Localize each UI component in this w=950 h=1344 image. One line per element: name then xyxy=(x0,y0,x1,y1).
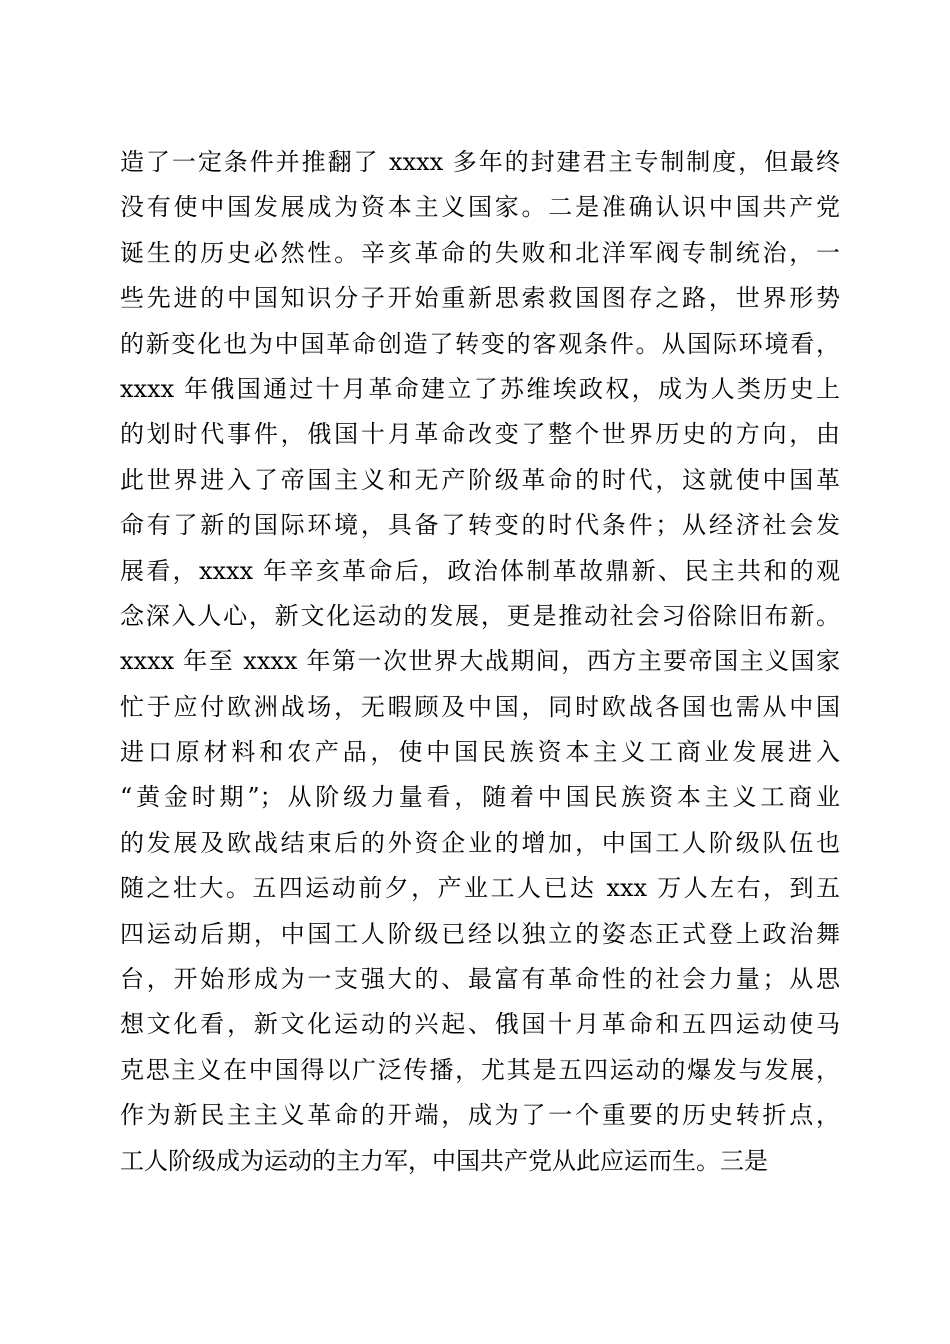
text-line: 些先进的中国知识分子开始重新思索救国图存之路，世界形势 xyxy=(120,284,840,313)
text-line: 造了一定条件并推翻了 xxxx 多年的封建君主专制制度，但最终 xyxy=(120,148,840,176)
text-line: 命有了新的国际环境，具备了转变的时代条件；从经济社会发 xyxy=(120,511,840,540)
text-line: 四运动后期，中国工人阶级已经以独立的姿态正式登上政治舞 xyxy=(120,919,840,948)
text-line: “黄金时期”；从阶级力量看，随着中国民族资本主义工商业 xyxy=(120,783,840,812)
text-line: 的发展及欧战结束后的外资企业的增加，中国工人阶级队伍也 xyxy=(120,828,840,857)
text-line: 克思主义在中国得以广泛传播，尤其是五四运动的爆发与发展， xyxy=(120,1055,840,1084)
text-line: 台，开始形成为一支强大的、最富有革命性的社会力量；从思 xyxy=(120,965,840,994)
text-line: 念深入人心，新文化运动的发展，更是推动社会习俗除旧布新。 xyxy=(120,601,840,630)
text-line: xxxx 年至 xxxx 年第一次世界大战期间，西方主要帝国主义国家 xyxy=(120,647,840,676)
text-line: 作为新民主主义革命的开端，成为了一个重要的历史转折点， xyxy=(120,1101,840,1130)
text-line: xxxx 年俄国通过十月革命建立了苏维埃政权，成为人类历史上 xyxy=(120,374,840,403)
text-line: 的新变化也为中国革命创造了转变的客观条件。从国际环境看， xyxy=(120,329,840,358)
text-line: 此世界进入了帝国主义和无产阶级革命的时代，这就使中国革 xyxy=(120,465,840,494)
text-line: 忙于应付欧洲战场，无暇顾及中国，同时欧战各国也需从中国 xyxy=(120,692,840,721)
text-line: 想文化看，新文化运动的兴起、俄国十月革命和五四运动使马 xyxy=(120,1010,840,1039)
text-line: 随之壮大。五四运动前夕，产业工人已达 xxx 万人左右，到五 xyxy=(120,874,840,903)
text-line: 工人阶级成为运动的主力军，中国共产党从此应运而生。三是 xyxy=(120,1146,768,1175)
text-line: 的划时代事件，俄国十月革命改变了整个世界历史的方向，由 xyxy=(120,420,840,449)
text-line: 诞生的历史必然性。辛亥革命的失败和北洋军阀专制统治，一 xyxy=(120,238,840,267)
body-paragraph xyxy=(120,140,840,1184)
text-line: 没有使中国发展成为资本主义国家。二是准确认识中国共产党 xyxy=(120,193,840,222)
text-line: 进口原材料和农产品，使中国民族资本主义工商业发展进入 xyxy=(120,738,840,767)
text-line: 展看，xxxx 年辛亥革命后，政治体制革故鼎新、民主共和的观 xyxy=(120,556,840,585)
